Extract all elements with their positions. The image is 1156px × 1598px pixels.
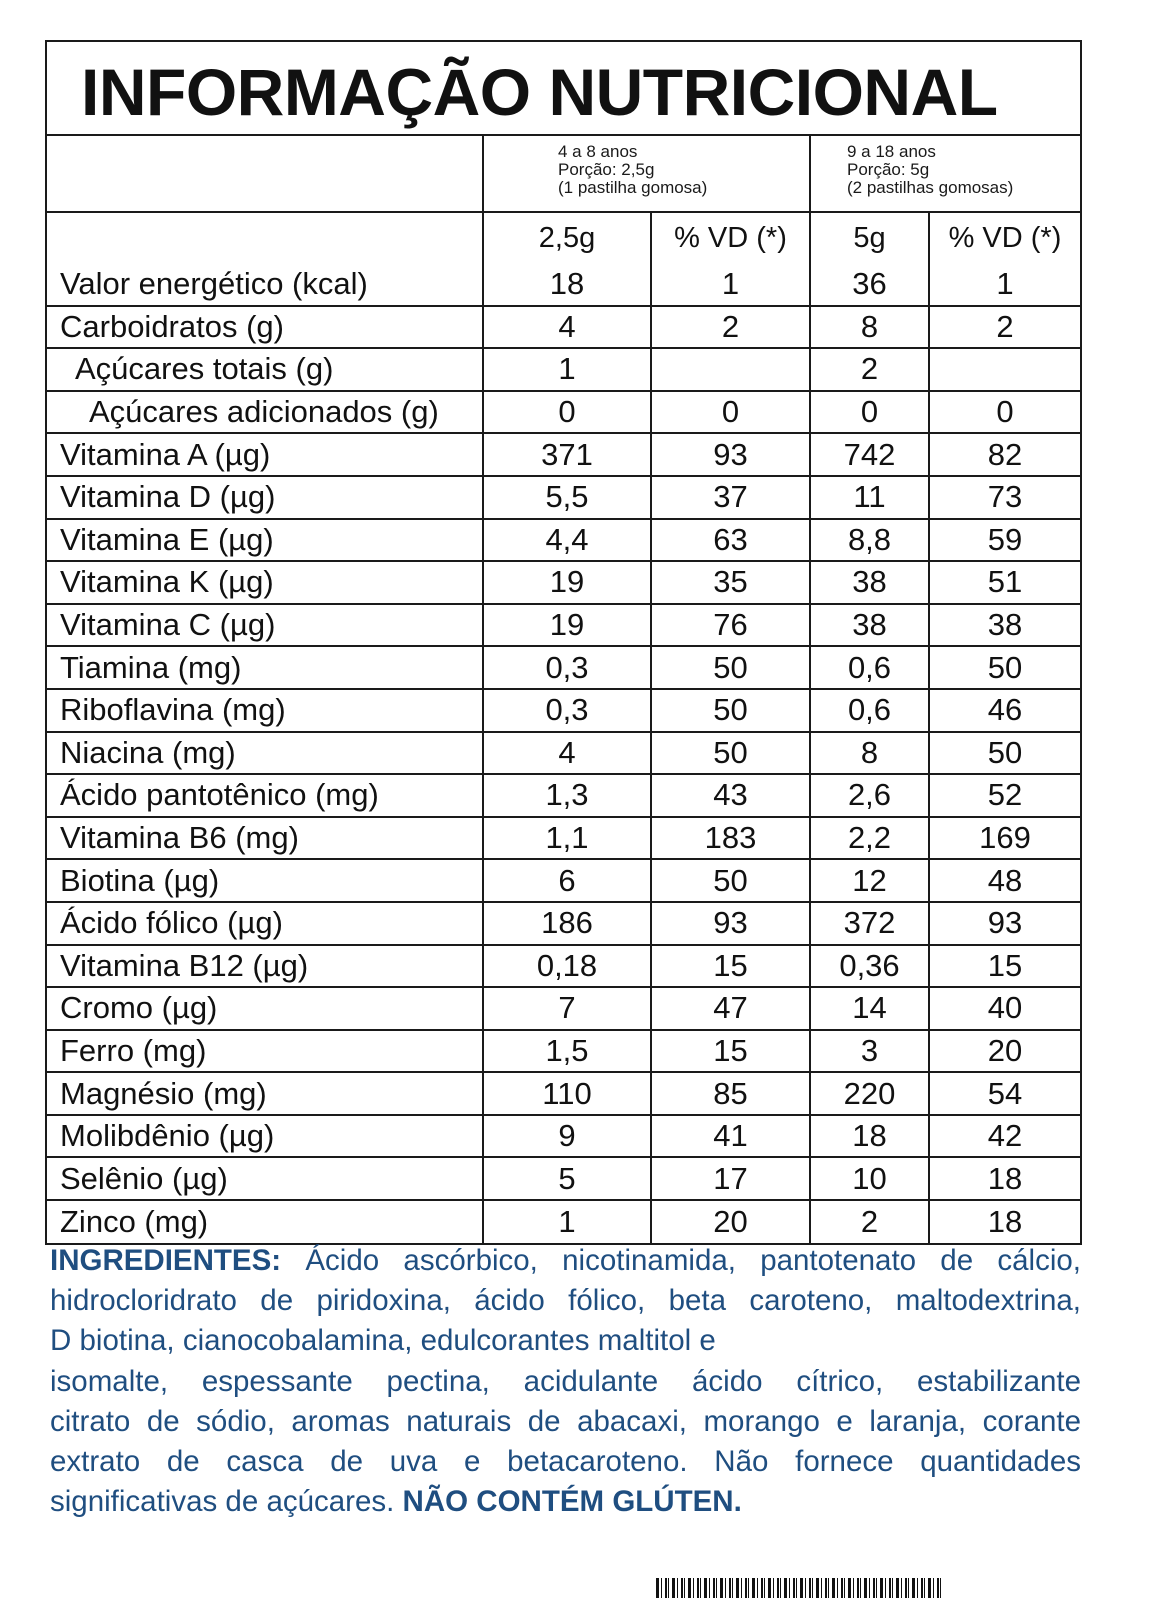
- nutrient-row: [47, 1157, 1080, 1200]
- nutrient-dv-9-18: 42: [929, 1115, 1080, 1158]
- nutrient-dv-9-18: 73: [929, 476, 1080, 519]
- nutrient-dv-9-18: 38: [929, 604, 1080, 647]
- nutrient-amount-9-18: 0,6: [810, 689, 929, 732]
- nutrient-name: Ácido pantotênico (mg): [47, 774, 483, 817]
- nutrient-row: [47, 646, 1080, 689]
- nutrient-dv-9-18: 1: [929, 263, 1080, 306]
- nutrient-dv-4-8: 0: [651, 391, 810, 434]
- nutrient-amount-4-8: 4,4: [483, 519, 651, 562]
- nutrient-name: Selênio (µg): [47, 1157, 483, 1200]
- subheader-blank-cell: [47, 212, 483, 263]
- ingredients-line: citrato de sódio, aromas naturais de abacaxi, morango e laranja, corante: [50, 1404, 1081, 1438]
- nutrient-dv-4-8: 76: [651, 604, 810, 647]
- serving-header-row: [47, 136, 1080, 212]
- nutrient-row: [47, 774, 1080, 817]
- nutrient-dv-4-8: 183: [651, 817, 810, 860]
- nutrient-name: Vitamina B12 (µg): [47, 945, 483, 988]
- ingredients-line: significativas de açúcares.: [50, 1485, 395, 1519]
- nutrient-amount-9-18: 2: [810, 1200, 929, 1243]
- nutrient-dv-9-18: 0: [929, 391, 1080, 434]
- nutrient-amount-9-18: 3: [810, 1030, 929, 1073]
- header-blank-cell: [47, 136, 483, 212]
- nutrient-dv-4-8: 93: [651, 433, 810, 476]
- nutrient-row: [47, 1030, 1080, 1073]
- nutrient-dv-9-18: 48: [929, 859, 1080, 902]
- nutrient-row: [47, 348, 1080, 391]
- serving-header-9-18: [810, 136, 1080, 212]
- subheader-dv-2: % VD (*): [929, 212, 1080, 263]
- nutrient-dv-4-8: 93: [651, 902, 810, 945]
- nutrient-amount-4-8: 9: [483, 1115, 651, 1158]
- nutrient-name: Molibdênio (µg): [47, 1115, 483, 1158]
- nutrient-amount-9-18: 0,6: [810, 646, 929, 689]
- nutrient-name: Vitamina B6 (mg): [47, 817, 483, 860]
- nutrient-amount-9-18: 742: [810, 433, 929, 476]
- nutrient-name: Vitamina D (µg): [47, 476, 483, 519]
- ingredients-line: extrato de casca de uva e betacaroteno. Não fornece quantidades: [50, 1445, 1081, 1479]
- serving-unit-label: (1 pastilha gomosa): [558, 178, 708, 197]
- nutrient-amount-4-8: 5,5: [483, 476, 651, 519]
- nutrient-dv-4-8: 20: [651, 1200, 810, 1243]
- nutrient-dv-9-18: 93: [929, 902, 1080, 945]
- nutrient-name: Vitamina C (µg): [47, 604, 483, 647]
- nutrient-amount-9-18: 0: [810, 391, 929, 434]
- nutrient-amount-4-8: 1,3: [483, 774, 651, 817]
- nutrient-row: [47, 519, 1080, 562]
- nutrient-amount-4-8: 110: [483, 1072, 651, 1115]
- ingredients-label: INGREDIENTES:: [50, 1244, 282, 1277]
- nutrient-dv-9-18: 52: [929, 774, 1080, 817]
- nutrient-amount-9-18: 372: [810, 902, 929, 945]
- nutrient-amount-9-18: 14: [810, 987, 929, 1030]
- nutrient-dv-4-8: 63: [651, 519, 810, 562]
- nutrient-amount-9-18: 11: [810, 476, 929, 519]
- subheader-amount-2: 5g: [810, 212, 929, 263]
- nutrient-name: Ferro (mg): [47, 1030, 483, 1073]
- panel-title: INFORMAÇÃO NUTRICIONAL: [47, 42, 1080, 136]
- serving-unit-label: (2 pastilhas gomosas): [847, 178, 1014, 197]
- nutrient-dv-4-8: 1: [651, 263, 810, 306]
- nutrient-row: [47, 987, 1080, 1030]
- nutrition-table: [47, 136, 1080, 1243]
- gluten-free-notice: NÃO CONTÉM GLÚTEN.: [402, 1485, 742, 1519]
- nutrient-amount-4-8: 5: [483, 1157, 651, 1200]
- ingredients-section: [50, 1241, 1081, 1522]
- nutrient-name: Cromo (µg): [47, 987, 483, 1030]
- subheader-amount-1: 2,5g: [483, 212, 651, 263]
- nutrient-row: [47, 1072, 1080, 1115]
- ingredients-line: D biotina, cianocobalamina, edulcorantes maltitol e: [50, 1324, 716, 1358]
- nutrient-amount-4-8: 186: [483, 902, 651, 945]
- nutrient-row: [47, 902, 1080, 945]
- serving-age-label: 9 a 18 anos: [847, 142, 936, 161]
- nutrient-dv-4-8: 50: [651, 689, 810, 732]
- serving-header-4-8: [483, 136, 810, 212]
- nutrient-row: [47, 945, 1080, 988]
- nutrient-amount-4-8: 4: [483, 732, 651, 775]
- nutrient-name: Niacina (mg): [47, 732, 483, 775]
- nutrient-amount-4-8: 0: [483, 391, 651, 434]
- serving-portion-label: Porção: 5g: [847, 160, 930, 179]
- nutrient-amount-9-18: 10: [810, 1157, 929, 1200]
- nutrient-dv-9-18: 50: [929, 732, 1080, 775]
- nutrient-amount-9-18: 2: [810, 348, 929, 391]
- nutrient-dv-4-8: 43: [651, 774, 810, 817]
- nutrient-amount-9-18: 12: [810, 859, 929, 902]
- nutrient-dv-9-18: 54: [929, 1072, 1080, 1115]
- nutrient-amount-4-8: 0,18: [483, 945, 651, 988]
- nutrient-amount-9-18: 220: [810, 1072, 929, 1115]
- nutrient-name: Valor energético (kcal): [47, 263, 483, 306]
- nutrient-amount-9-18: 0,36: [810, 945, 929, 988]
- nutrient-dv-4-8: 17: [651, 1157, 810, 1200]
- nutrient-name: Biotina (µg): [47, 859, 483, 902]
- nutrient-dv-4-8: 85: [651, 1072, 810, 1115]
- nutrient-dv-9-18: 51: [929, 561, 1080, 604]
- nutrient-dv-4-8: 41: [651, 1115, 810, 1158]
- nutrient-amount-4-8: 371: [483, 433, 651, 476]
- nutrient-name: Riboflavina (mg): [47, 689, 483, 732]
- nutrient-amount-4-8: 19: [483, 604, 651, 647]
- nutrient-name: Tiamina (mg): [47, 646, 483, 689]
- nutrient-dv-4-8: 50: [651, 732, 810, 775]
- nutrient-amount-4-8: 19: [483, 561, 651, 604]
- nutrient-name: Açúcares totais (g): [47, 348, 483, 391]
- nutrient-amount-9-18: 36: [810, 263, 929, 306]
- nutrient-row: [47, 1115, 1080, 1158]
- nutrient-dv-9-18: 169: [929, 817, 1080, 860]
- nutrient-dv-4-8: 35: [651, 561, 810, 604]
- nutrient-name: Zinco (mg): [47, 1200, 483, 1243]
- nutrient-dv-9-18: 2: [929, 306, 1080, 349]
- nutrient-dv-9-18: 46: [929, 689, 1080, 732]
- ingredients-line: isomalte, espessante pectina, acidulante ácido cítrico, estabilizante: [50, 1364, 1081, 1398]
- nutrient-dv-9-18: 15: [929, 945, 1080, 988]
- nutrient-dv-4-8: 50: [651, 646, 810, 689]
- nutrient-name: Vitamina E (µg): [47, 519, 483, 562]
- nutrient-amount-4-8: 1: [483, 1200, 651, 1243]
- nutrient-amount-9-18: 2,6: [810, 774, 929, 817]
- nutrient-dv-4-8: 15: [651, 945, 810, 988]
- nutrient-dv-9-18: 18: [929, 1200, 1080, 1243]
- nutrient-dv-4-8: 47: [651, 987, 810, 1030]
- nutrient-dv-4-8: 50: [651, 859, 810, 902]
- nutrient-dv-9-18: 20: [929, 1030, 1080, 1073]
- nutrient-dv-9-18: 18: [929, 1157, 1080, 1200]
- nutrient-amount-9-18: 38: [810, 561, 929, 604]
- nutrient-amount-4-8: 18: [483, 263, 651, 306]
- nutrient-row: [47, 561, 1080, 604]
- nutrient-dv-9-18: 59: [929, 519, 1080, 562]
- nutrient-amount-9-18: 38: [810, 604, 929, 647]
- nutrient-dv-4-8: 37: [651, 476, 810, 519]
- nutrient-name: Carboidratos (g): [47, 306, 483, 349]
- nutrient-amount-4-8: 1,1: [483, 817, 651, 860]
- ingredients-line: hidrocloridrato de piridoxina, ácido fólico, beta caroteno, maltodextrina,: [50, 1284, 1081, 1318]
- nutrient-amount-9-18: 18: [810, 1115, 929, 1158]
- subheader-dv-1: % VD (*): [651, 212, 810, 263]
- nutrient-row: [47, 263, 1080, 306]
- nutrient-name: Ácido fólico (µg): [47, 902, 483, 945]
- nutrition-facts-panel: [45, 40, 1082, 1245]
- nutrient-amount-4-8: 4: [483, 306, 651, 349]
- nutrient-dv-4-8: [651, 348, 810, 391]
- nutrient-name: Açúcares adicionados (g): [47, 391, 483, 434]
- nutrient-amount-4-8: 0,3: [483, 689, 651, 732]
- nutrient-amount-4-8: 6: [483, 859, 651, 902]
- nutrient-dv-4-8: 15: [651, 1030, 810, 1073]
- ingredients-line: Ácido ascórbico, nicotinamida, pantotenato de cálcio,: [305, 1244, 1081, 1277]
- nutrient-name: Vitamina K (µg): [47, 561, 483, 604]
- nutrient-row: [47, 859, 1080, 902]
- nutrient-amount-9-18: 8,8: [810, 519, 929, 562]
- serving-age-label: 4 a 8 anos: [558, 142, 638, 161]
- nutrient-amount-9-18: 2,2: [810, 817, 929, 860]
- nutrient-name: Vitamina A (µg): [47, 433, 483, 476]
- nutrient-amount-4-8: 1,5: [483, 1030, 651, 1073]
- column-subheader-row: [47, 212, 1080, 263]
- nutrient-dv-9-18: [929, 348, 1080, 391]
- nutrient-dv-9-18: 50: [929, 646, 1080, 689]
- nutrient-dv-9-18: 40: [929, 987, 1080, 1030]
- barcode-graphic: [656, 1578, 942, 1598]
- nutrient-row: [47, 1200, 1080, 1243]
- nutrient-dv-4-8: 2: [651, 306, 810, 349]
- nutrient-row: [47, 433, 1080, 476]
- nutrient-dv-9-18: 82: [929, 433, 1080, 476]
- nutrient-rows: [47, 263, 1080, 1243]
- nutrient-row: [47, 689, 1080, 732]
- nutrient-amount-4-8: 7: [483, 987, 651, 1030]
- nutrient-amount-9-18: 8: [810, 306, 929, 349]
- nutrient-amount-9-18: 8: [810, 732, 929, 775]
- nutrient-row: [47, 476, 1080, 519]
- nutrient-row: [47, 306, 1080, 349]
- nutrient-amount-4-8: 0,3: [483, 646, 651, 689]
- nutrient-row: [47, 391, 1080, 434]
- nutrient-name: Magnésio (mg): [47, 1072, 483, 1115]
- nutrient-row: [47, 817, 1080, 860]
- nutrient-row: [47, 732, 1080, 775]
- serving-portion-label: Porção: 2,5g: [558, 160, 655, 179]
- nutrient-row: [47, 604, 1080, 647]
- nutrient-amount-4-8: 1: [483, 348, 651, 391]
